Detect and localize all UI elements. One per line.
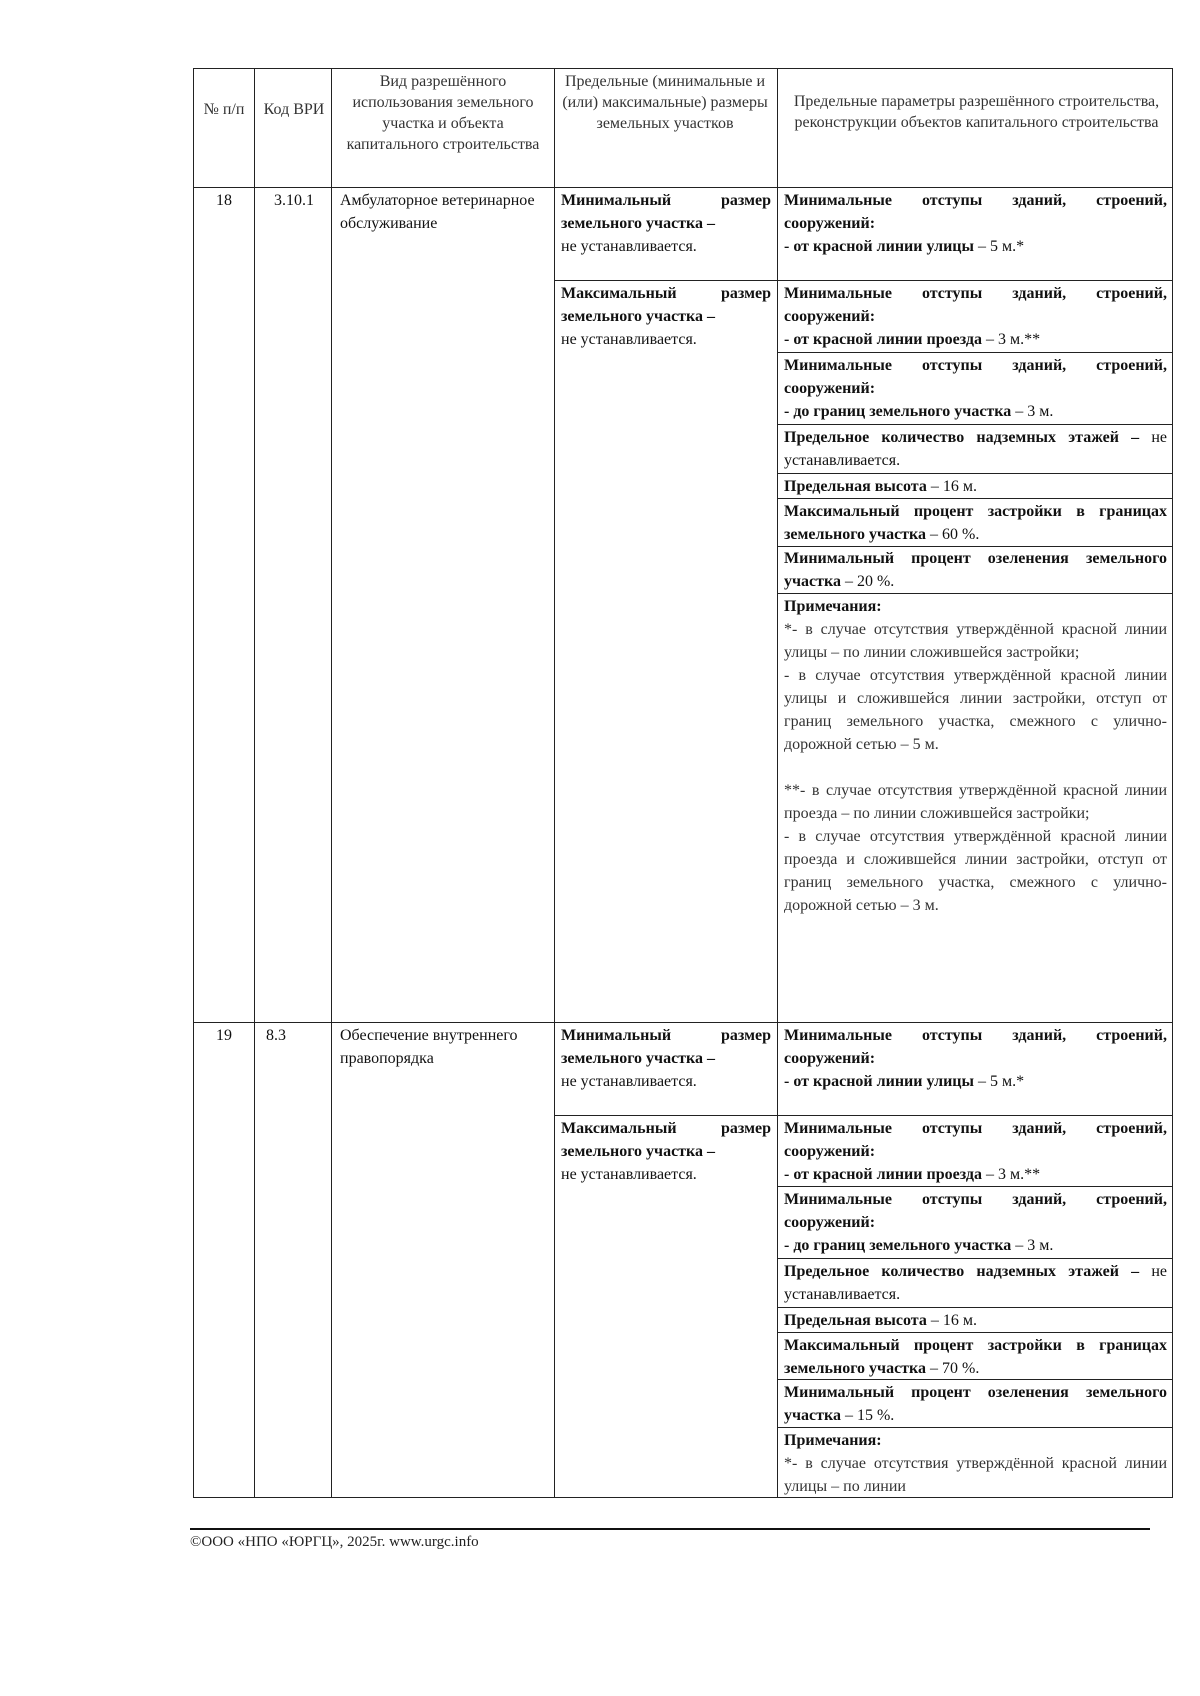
- row-19-param-green-percent: Минимальный процент озеленения земельного участка – 15 %.: [784, 1384, 1167, 1424]
- row-divider: [194, 1022, 1172, 1023]
- row-18-notes: Примечания: *- в случае отсутствия утверждённой красной линии улицы – по линии сложившейся застройки; - в случае отсутствия утверждённой красной линии улицы и сложившейся линии застройки, отступ от границ земельного участка, смежного с улично-дорожной сетью – 5 м. **- в случае отсутствия утверждённой красной линии проезда – по линии сложившейся застройки; - в случае отсутствия утверждённой красной линии проезда и сложившейся линии застройки, отступ от границ земельного участка, смежного с улично-дорожной сетью – 3 м.: [784, 598, 1167, 914]
- header-num: № п/п: [203, 101, 245, 118]
- header-params: Предельные параметры разрешённого строительства, реконструкции объектов капитального строительства: [793, 93, 1160, 131]
- column-divider: [254, 69, 255, 1497]
- row-18-name: Амбулаторное ветеринарное обслуживание: [340, 192, 535, 232]
- row-18-param-build-percent: Максимальный процент застройки в границах земельного участка – 60 %.: [784, 503, 1167, 543]
- row-18-max-size: Максимальный размер земельного участка – не устанавливается.: [561, 285, 771, 348]
- row-18-param-plot-border: Минимальные отступы зданий, строений, сооружений: - до границ земельного участка – 3 м.: [784, 357, 1167, 420]
- row-19-param-red-line-passage: Минимальные отступы зданий, строений, сооружений: - от красной линии проезда – 3 м.**: [784, 1120, 1167, 1183]
- row-divider: [554, 280, 1172, 281]
- row-18-code: 3.10.1: [274, 192, 314, 209]
- row-19-param-red-line-street: Минимальные отступы зданий, строений, сооружений: - от красной линии улицы – 5 м.*: [784, 1027, 1167, 1090]
- row-19-num: 19: [216, 1027, 232, 1044]
- column-divider: [554, 69, 555, 1497]
- zoning-table: [193, 68, 1173, 1498]
- row-divider: [194, 187, 1172, 188]
- column-divider: [331, 69, 332, 1497]
- row-18-param-floors: Предельное количество надземных этажей – не устанавливается.: [784, 429, 1167, 469]
- row-19-param-plot-border: Минимальные отступы зданий, строений, сооружений: - до границ земельного участка – 3 м.: [784, 1191, 1167, 1254]
- row-18-num: 18: [216, 192, 232, 209]
- header-kind: Вид разрешённого использования земельного участка и объекта капитального строительства: [346, 73, 540, 153]
- row-19-notes: Примечания: *- в случае отсутствия утверждённой красной линии улицы – по линии: [784, 1432, 1167, 1495]
- row-19-param-build-percent: Максимальный процент застройки в границах земельного участка – 70 %.: [784, 1337, 1167, 1377]
- row-19-code: 8.3: [266, 1027, 286, 1044]
- header-sizes: Предельные (минимальные и (или) максимальные) размеры земельных участков: [562, 73, 768, 132]
- footer-divider: [190, 1528, 1150, 1530]
- header-code: Код ВРИ: [263, 101, 325, 118]
- column-divider: [777, 69, 778, 1497]
- row-18-param-red-line-street: Минимальные отступы зданий, строений, сооружений: - от красной линии улицы – 5 м.*: [784, 192, 1167, 255]
- row-19-param-floors: Предельное количество надземных этажей – не устанавливается.: [784, 1263, 1167, 1303]
- row-18-min-size: Минимальный размер земельного участка – не устанавливается.: [561, 192, 771, 255]
- row-18-param-green-percent: Минимальный процент озеленения земельного участка – 20 %.: [784, 550, 1167, 590]
- row-18-param-height: Предельная высота – 16 м.: [784, 478, 977, 495]
- row-19-param-height: Предельная высота – 16 м.: [784, 1312, 977, 1329]
- row-18-param-red-line-passage: Минимальные отступы зданий, строений, сооружений: - от красной линии проезда – 3 м.**: [784, 285, 1167, 348]
- row-19-max-size: Максимальный размер земельного участка – не устанавливается.: [561, 1120, 771, 1183]
- row-19-name: Обеспечение внутреннего правопорядка: [340, 1027, 518, 1067]
- row-divider: [554, 1115, 1172, 1116]
- row-19-min-size: Минимальный размер земельного участка – не устанавливается.: [561, 1027, 771, 1090]
- footer-copyright: ©ООО «НПО «ЮРГЦ», 2025г. www.urgc.info: [190, 1534, 479, 1550]
